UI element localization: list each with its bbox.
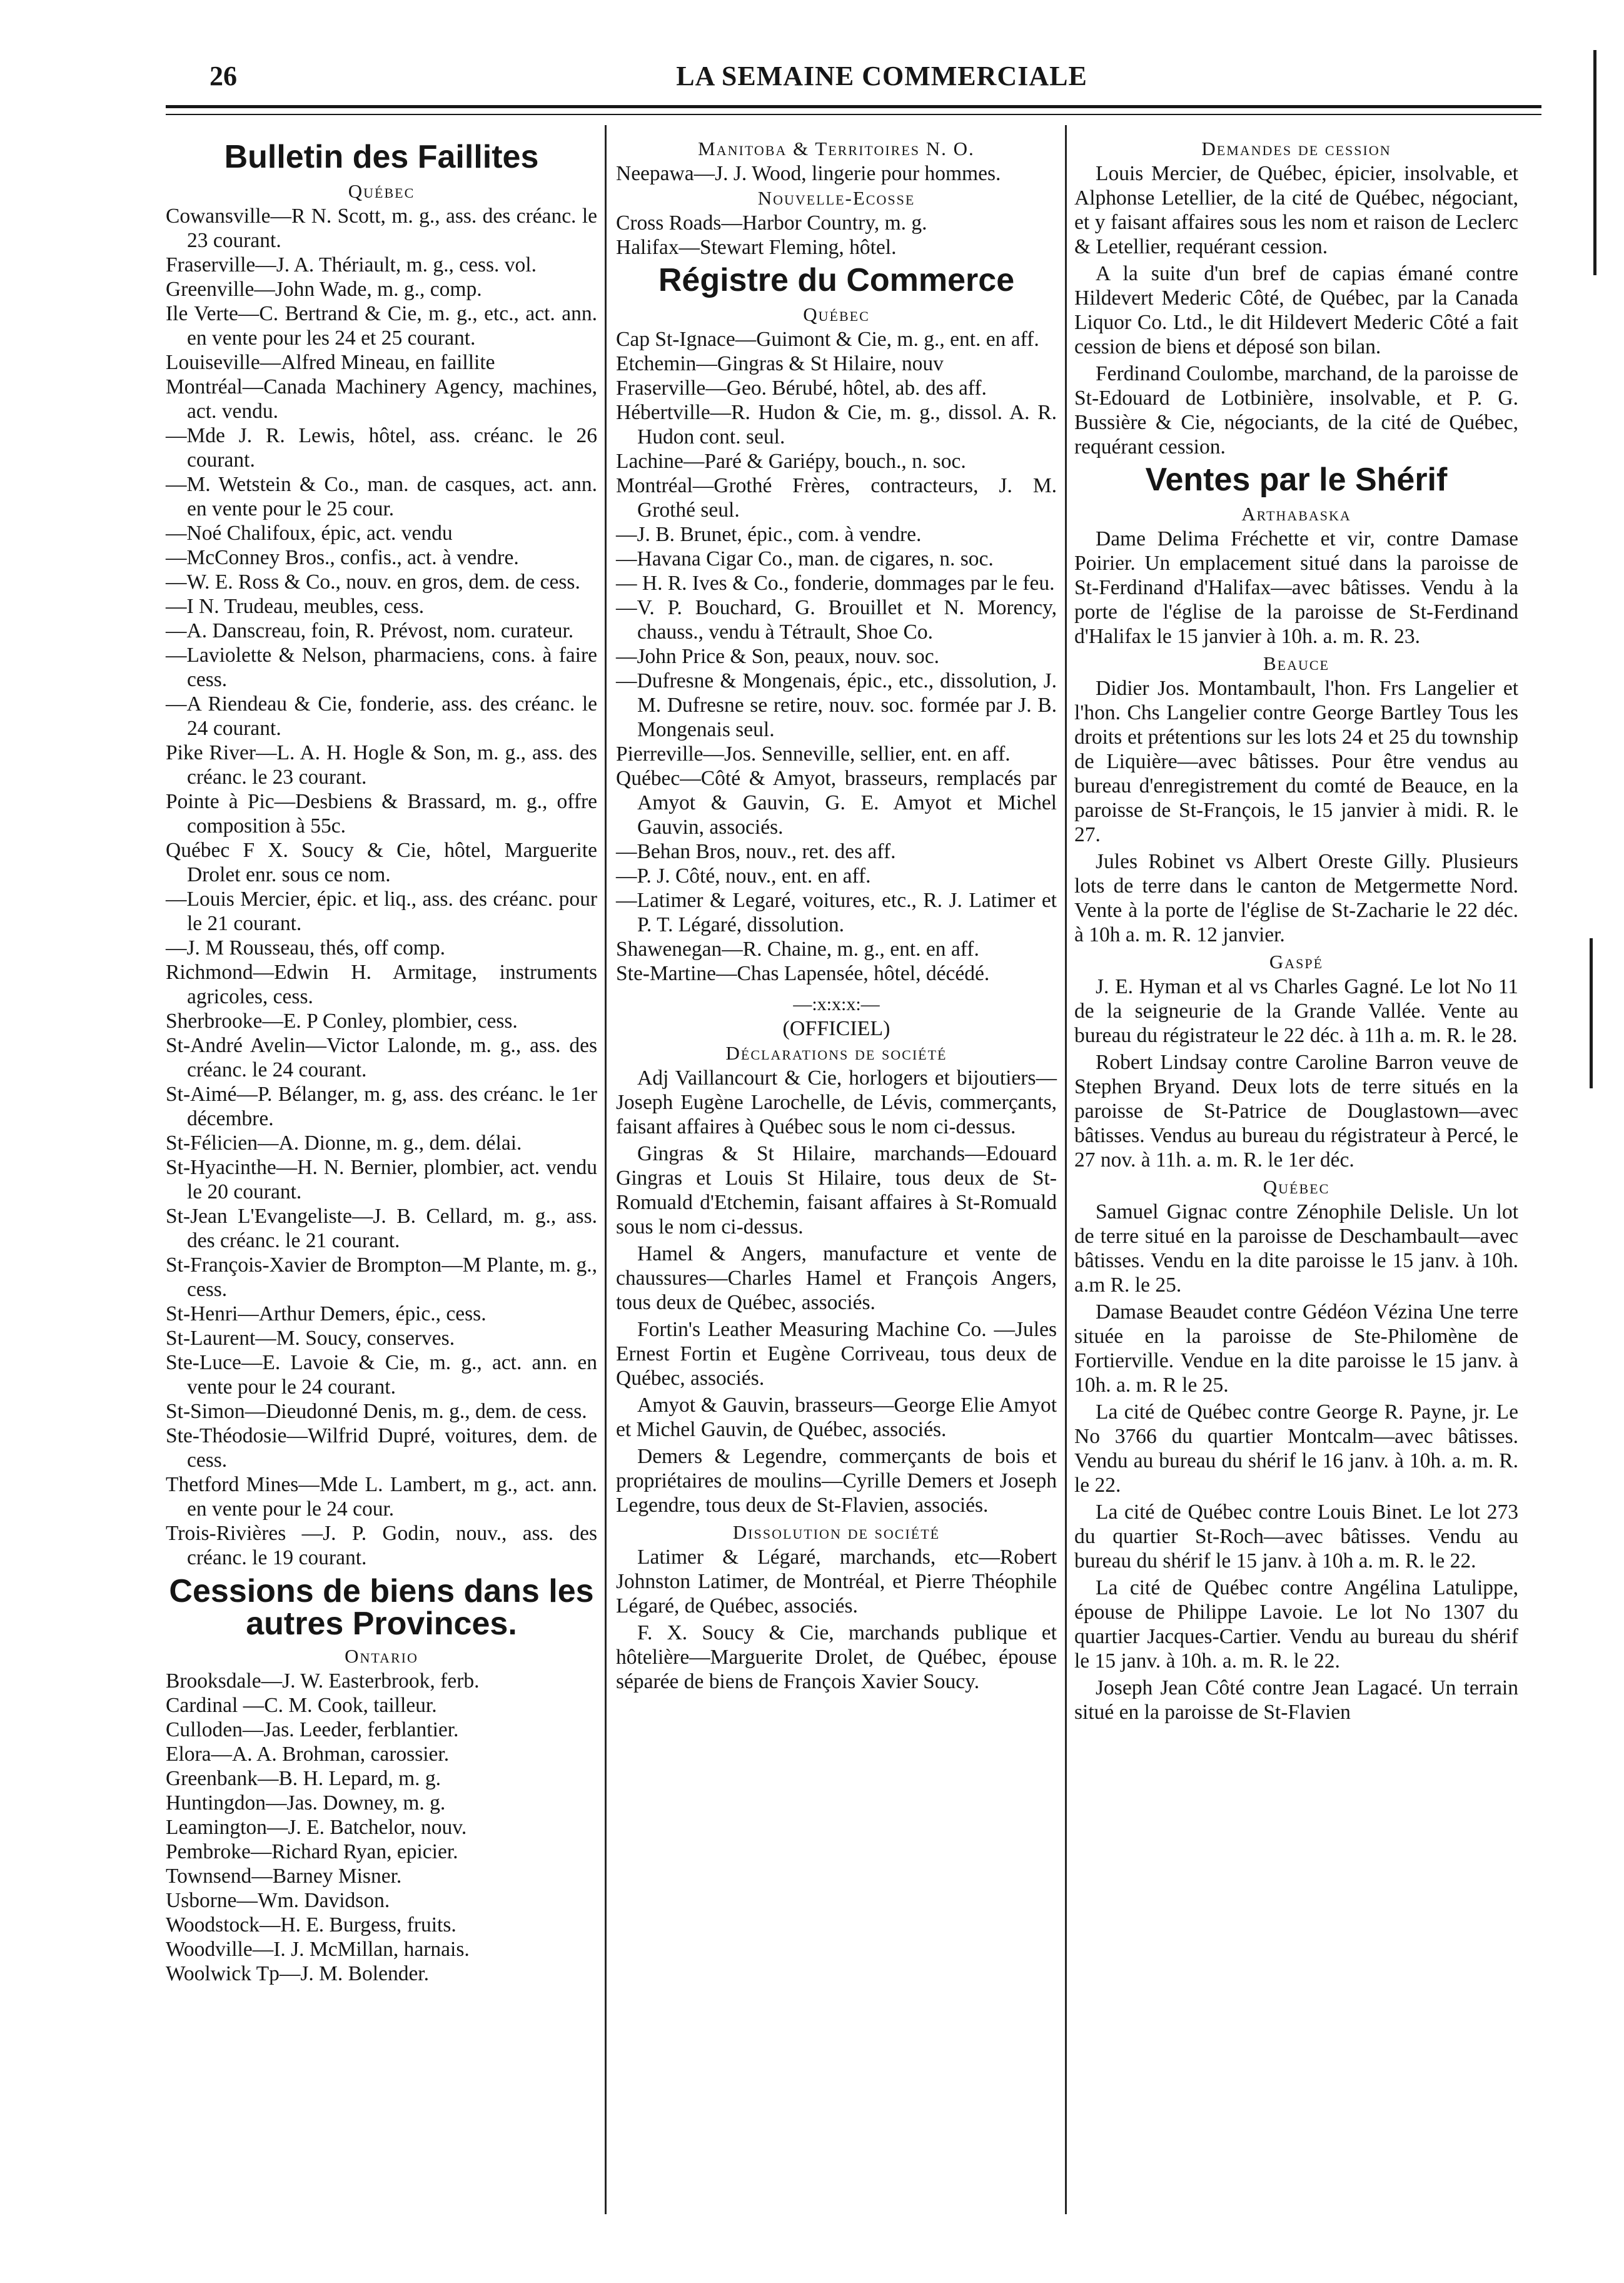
registre-entry: —P. J. Côté, nouv., ent. en aff.	[616, 864, 871, 888]
faillite-entry: —A. Danscreau, foin, R. Prévost, nom. curateur.	[166, 619, 574, 642]
registre-entry: Etchemin—Gingras & St Hilaire, nouv	[616, 352, 944, 375]
section-title: Régistre du Commerce	[658, 262, 1015, 298]
column-divider	[1065, 125, 1067, 2214]
cession-entry: Huntingdon—Jas. Downey, m. g.	[166, 1791, 446, 1815]
faillite-entry: St-Félicien—A. Dionne, m. g., dem. délai.	[166, 1131, 522, 1155]
officiel-heading: (OFFICIEL)	[782, 1017, 890, 1040]
section-title: Ventes par le Shérif	[1145, 462, 1448, 498]
vente-paragraph: Didier Jos. Montambault, l'hon. Frs Langelier et l'hon. Chs Langelier contre George Bartley Tous les droits et prétentions sur les lots 24 et 25 du township de Liquière—avec bâtisses. Pour être vendus au bureau d'enregistrement du comté de Beauce, en la paroisse de St-François, le 15 janvier à midi. R. le 27.	[1074, 677, 1518, 846]
region-heading: Nouvelle-Ecosse	[757, 187, 915, 209]
cession-entry: Pembroke—Richard Ryan, epicier.	[166, 1840, 458, 1863]
faillite-entry: —I N. Trudeau, meubles, cess.	[166, 595, 425, 618]
faillite-entry: St-Simon—Dieudonné Denis, m. g., dem. de cess.	[166, 1400, 587, 1423]
vente-paragraph: Samuel Gignac contre Zénophile Delisle. Un lot de terre situé en la paroisse de Deschambault—avec bâtisses. Vendu en la dite paroisse le 15 janv. à 10h. a.m R. le 25.	[1074, 1200, 1518, 1297]
page-edge-mark	[1593, 50, 1596, 275]
registre-entry: —Havana Cigar Co., man. de cigares, n. soc.	[616, 547, 994, 570]
dissolution-paragraph: Latimer & Légaré, marchands, etc—Robert Johnston Latimer, de Montréal, et Pierre Théophile Légaré, de Québec, associés.	[616, 1546, 1057, 1617]
faillite-entry: Greenville—John Wade, m. g., comp.	[166, 278, 482, 301]
faillite-entry: Sherbrooke—E. P Conley, plombier, cess.	[166, 1010, 518, 1033]
faillite-entry: Louiseville—Alfred Mineau, en faillite	[166, 351, 495, 374]
faillite-entry: —W. E. Ross & Co., nouv. en gros, dem. de cess.	[166, 570, 580, 594]
vente-paragraph: Joseph Jean Côté contre Jean Lagacé. Un terrain situé en la paroisse de St-Flavien	[1074, 1676, 1518, 1724]
faillite-entry: Pike River—L. A. H. Hogle & Son, m. g., ass. des créanc. le 23 courant.	[166, 741, 597, 789]
declaration-paragraph: Amyot & Gauvin, brasseurs—George Elie Amyot et Michel Gauvin, de Québec, associés.	[616, 1394, 1057, 1441]
publication-title: LA SEMAINE COMMERCIALE	[676, 61, 1087, 91]
region-heading: Beauce	[1263, 652, 1329, 674]
quebec-ventes-list	[1074, 1200, 1518, 1724]
cession-entry: Townsend—Barney Misner.	[166, 1865, 402, 1888]
demande-paragraph: A la suite d'un bref de capias émané contre Hildevert Mederic Côté, de Québec, par la Canada Liquor Co. Ltd., le dit Hildevert Mederic Côté a fait cession de biens et déposé son bilan.	[1074, 262, 1518, 358]
faillite-entry: Québec F X. Soucy & Cie, hôtel, Marguerite Drolet enr. sous ce nom.	[166, 839, 597, 886]
faillite-entry: —M. Wetstein & Co., man. de casques, act. ann. en vente pour le 25 cour.	[166, 473, 597, 520]
faillite-entry: Montréal—Canada Machinery Agency, machines, act. vendu.	[166, 375, 597, 423]
faillite-entry: Richmond—Edwin H. Armitage, instruments agricoles, cess.	[166, 961, 597, 1008]
faillite-entry: Trois-Rivières —J. P. Godin, nouv., ass. des créanc. le 19 courant.	[166, 1522, 597, 1569]
faillite-entry: St-Laurent—M. Soucy, conserves.	[166, 1327, 455, 1350]
registre-entry: Cap St-Ignace—Guimont & Cie, m. g., ent. en aff.	[616, 328, 1039, 351]
registre-entry: Fraserville—Geo. Bérubé, hôtel, ab. des aff.	[616, 377, 987, 400]
demande-paragraph: Ferdinand Coulombe, marchand, de la paroisse de St-Edouard de Lotbinière, insolvable, et P. G. Bussière & Cie, négociants, de la cité de Québec, requérant cession.	[1074, 362, 1518, 458]
region-heading: Manitoba & Territoires N. O.	[698, 138, 975, 159]
vente-paragraph: Robert Lindsay contre Caroline Barron veuve de Stephen Bryand. Deux lots de terre situés en la paroisse de St-Patrice de Douglastown—avec bâtisses. Vendus au bureau du régistrateur à Percé, le 27 nov. à 11h. a. m. R. le 1er déc.	[1074, 1051, 1518, 1172]
separator: —:x:x:x:—	[793, 994, 880, 1015]
vente-paragraph: J. E. Hyman et al vs Charles Gagné. Le lot No 11 de la seigneurie de la Grande Vallée. Vente au bureau du régistrateur le 22 déc. à 11h a. m. R. le 28.	[1074, 975, 1518, 1047]
demande-paragraph: Louis Mercier, de Québec, épicier, insolvable, et Alphonse Letellier, de la cité de Québec, négociant, et y faisant affaires sous les nom et raison de Leclerc & Letellier, requérant cession.	[1074, 162, 1518, 258]
vente-paragraph: La cité de Québec contre George R. Payne, jr. Le No 3766 du quartier Montcalm—avec bâtisses. Vendu au bureau du shérif le 16 janv. à 10h. a. m. R. le 22.	[1074, 1400, 1518, 1497]
faillites-list	[166, 204, 597, 1570]
cession-entry: Woodville—I. J. McMillan, harnais.	[166, 1938, 470, 1961]
vente-paragraph: Jules Robinet vs Albert Oreste Gilly. Plusieurs lots de terre dans le canton de Metgermette Nord. Vente à la porte de l'église de St-Zacharie le 22 déc. à 10h a. m. R. 12 janvier.	[1074, 850, 1518, 946]
registre-entry: Shawenegan—R. Chaine, m. g., ent. en aff.	[616, 938, 979, 961]
registre-list	[616, 327, 1057, 986]
cession-entry: Leamington—J. E. Batchelor, nouv.	[166, 1816, 467, 1839]
faillite-entry: —McConney Bros., confis., act. à vendre.	[166, 546, 519, 569]
registre-entry: Lachine—Paré & Gariépy, bouch., n. soc.	[616, 450, 966, 473]
column-divider	[605, 125, 607, 2214]
region-heading: Gaspé	[1269, 951, 1324, 973]
faillite-entry: Ste-Luce—E. Lavoie & Cie, m. g., act. ann. en vente pour le 24 courant.	[166, 1351, 597, 1399]
declarations-heading: Déclarations de société	[725, 1042, 947, 1064]
faillite-entry: —Laviolette & Nelson, pharmaciens, cons. à faire cess.	[166, 644, 597, 691]
section-title: Cessions de biens dans les autres Provinces.	[169, 1573, 594, 1642]
registre-entry: Hébertville—R. Hudon & Cie, m. g., dissol. A. R. Hudon cont. seul.	[616, 401, 1057, 448]
cession-entry: Usborne—Wm. Davidson.	[166, 1889, 390, 1912]
registre-entry: Pierreville—Jos. Senneville, sellier, ent. en aff.	[616, 742, 1011, 766]
faillite-entry: Ile Verte—C. Bertrand & Cie, m. g., etc., act. ann. en vente pour les 24 et 25 courant.	[166, 302, 597, 350]
registre-entry: Montréal—Grothé Frères, contracteurs, J. M. Grothé seul.	[616, 474, 1057, 522]
registre-entry: —John Price & Son, peaux, nouv. soc.	[616, 645, 940, 668]
faillite-entry: —J. M Rousseau, thés, off comp.	[166, 936, 445, 959]
registre-entry: —V. P. Bouchard, G. Brouillet et N. Morency, chauss., vendu à Tétrault, Shoe Co.	[616, 596, 1057, 644]
registre-entry: Cross Roads—Harbor Country, m. g.	[616, 211, 927, 235]
faillite-entry: —Mde J. R. Lewis, hôtel, ass. créanc. le 26 courant.	[166, 424, 597, 472]
faillite-entry: St-Henri—Arthur Demers, épic., cess.	[166, 1302, 487, 1325]
page-edge-mark	[1590, 938, 1593, 1088]
section-title: Bulletin des Faillites	[224, 139, 539, 175]
registre-entry: — H. R. Ives & Co., fonderie, dommages par le feu.	[616, 572, 1055, 595]
registre-entry: —J. B. Brunet, épic., com. à vendre.	[616, 523, 922, 546]
faillite-entry: —Louis Mercier, épic. et liq., ass. des créanc. pour le 21 courant.	[166, 888, 597, 935]
vente-paragraph: La cité de Québec contre Angélina Latulippe, épouse de Philippe Lavoie. Le lot No 1307 du quartier Jacques-Cartier. Vendu au bureau du shérif le 15 janv. à 10h. a. m. R. le 22.	[1074, 1576, 1518, 1673]
cession-entry: Elora—A. A. Brohman, carossier.	[166, 1743, 450, 1766]
cession-entry: Culloden—Jas. Leeder, ferblantier.	[166, 1718, 459, 1741]
region-heading: Québec	[803, 303, 870, 325]
faillite-entry: Ste-Théodosie—Wilfrid Dupré, voitures, dem. de cess.	[166, 1424, 597, 1472]
vente-paragraph: Dame Delima Fréchette et vir, contre Damase Poirier. Un emplacement situé dans la paroisse de St-Ferdinand d'Halifax—avec bâtisses. Vendu à la porte de l'église de la paroisse de St-Ferdinand d'Halifax le 15 janvier à 10h. a. m. R. 23.	[1074, 527, 1518, 648]
faillite-entry: —A Riendeau & Cie, fonderie, ass. des créanc. le 24 courant.	[166, 692, 597, 740]
region-heading: Ontario	[345, 1645, 418, 1667]
cession-entry: Cardinal —C. M. Cook, tailleur.	[166, 1694, 437, 1717]
nouvelle-ecosse-list	[616, 211, 1057, 260]
declaration-paragraph: Demers & Legendre, commerçants de bois et propriétaires de moulins—Cyrille Demers et Joseph Legendre, tous deux de St-Flavien, associés.	[616, 1445, 1057, 1517]
cession-entry: Greenbank—B. H. Lepard, m. g.	[166, 1767, 441, 1790]
registre-entry: Ste-Martine—Chas Lapensée, hôtel, décédé.	[616, 962, 990, 985]
region-heading: Québec	[1263, 1176, 1330, 1198]
arthabaska-list	[1074, 527, 1518, 649]
faillite-entry: St-François-Xavier de Brompton—M Plante, m. g., cess.	[166, 1253, 597, 1301]
declaration-paragraph: Gingras & St Hilaire, marchands—Edouard Gingras et Louis St Hilaire, tous deux de St-Romuald d'Etchemin, faisant affaires à St-Romuald sous le nom ci-dessus.	[616, 1142, 1057, 1238]
registre-entry: —Dufresne & Mongenais, épic., etc., dissolution, J. M. Dufresne se retire, nouv. soc. formée par J. B. Mongenais seul.	[616, 669, 1057, 741]
demandes-list	[1074, 161, 1518, 459]
page-number: 26	[209, 61, 237, 91]
faillite-entry: St-Jean L'Evangeliste—J. B. Cellard, m. g., ass. des créanc. le 21 courant.	[166, 1205, 597, 1252]
region-heading: Demandes de cession	[1201, 138, 1391, 159]
header-rule	[166, 105, 1541, 108]
manitoba-list	[616, 161, 1057, 186]
declaration-paragraph: Adj Vaillancourt & Cie, horlogers et bijoutiers—Joseph Eugène Larochelle, de Lévis, commerçants, faisant affaires à Québec sous le nom ci-dessus.	[616, 1066, 1057, 1138]
faillite-entry: Pointe à Pic—Desbiens & Brassard, m. g., offre composition à 55c.	[166, 790, 597, 838]
cession-entry: Woodstock—H. E. Burgess, fruits.	[166, 1913, 456, 1936]
declaration-paragraph: Hamel & Angers, manufacture et vente de chaussures—Charles Hamel et François Angers, tous deux de Québec, associés.	[616, 1242, 1057, 1314]
registre-entry: Neepawa—J. J. Wood, lingerie pour hommes.	[616, 162, 1001, 185]
declarations-list	[616, 1066, 1057, 1517]
registre-entry: Halifax—Stewart Fleming, hôtel.	[616, 236, 897, 259]
cessions-list	[166, 1669, 597, 1986]
header-rule-thin	[166, 114, 1541, 115]
dissolution-paragraph: F. X. Soucy & Cie, marchands publique et hôtelière—Marguerite Drolet, de Québec, épouse séparée de biens de François Xavier Soucy.	[616, 1621, 1057, 1693]
vente-paragraph: La cité de Québec contre Louis Binet. Le lot 273 du quartier St-Roch—avec bâtisses. Vendu au bureau du shérif le 15 janv. à 10h a. m. R. le 22.	[1074, 1501, 1518, 1572]
faillite-entry: St-André Avelin—Victor Lalonde, m. g., ass. des créanc. le 24 courant.	[166, 1034, 597, 1081]
faillite-entry: St-Hyacinthe—H. N. Bernier, plombier, act. vendu le 20 courant.	[166, 1156, 597, 1203]
faillite-entry: Cowansville—R N. Scott, m. g., ass. des créanc. le 23 courant.	[166, 205, 597, 252]
vente-paragraph: Damase Beaudet contre Gédéon Vézina Une terre située en la paroisse de Ste-Philomène de Fortierville. Vendue en la dite paroisse le 15 janv. à 10h. a. m. R le 25.	[1074, 1300, 1518, 1397]
registre-entry: —Behan Bros, nouv., ret. des aff.	[616, 840, 896, 863]
region-heading: Québec	[348, 180, 415, 202]
column-2	[616, 136, 1057, 1696]
registre-entry: —Latimer & Legaré, voitures, etc., R. J. Latimer et P. T. Légaré, dissolution.	[616, 889, 1057, 936]
registre-entry: Québec—Côté & Amyot, brasseurs, remplacés par Amyot & Gauvin, G. E. Amyot et Michel Gauvin, associés.	[616, 767, 1057, 839]
faillite-entry: Fraserville—J. A. Thériault, m. g., cess. vol.	[166, 253, 537, 276]
column-3	[1074, 136, 1518, 1727]
cession-entry: Brooksdale—J. W. Easterbrook, ferb.	[166, 1669, 480, 1693]
gaspe-list	[1074, 974, 1518, 1172]
cession-entry: Woolwick Tp—J. M. Bolender.	[166, 1962, 429, 1985]
dissolution-list	[616, 1545, 1057, 1694]
declaration-paragraph: Fortin's Leather Measuring Machine Co. —Jules Ernest Fortin et Eugène Corriveau, tous deux de Québec, associés.	[616, 1318, 1057, 1390]
column-1	[166, 136, 597, 1986]
beauce-list	[1074, 676, 1518, 947]
dissolution-heading: Dissolution de société	[732, 1521, 941, 1543]
region-heading: Arthabaska	[1241, 503, 1351, 525]
faillite-entry: St-Aimé—P. Bélanger, m. g, ass. des créanc. le 1er décembre.	[166, 1083, 597, 1130]
faillite-entry: —Noé Chalifoux, épic, act. vendu	[166, 522, 453, 545]
faillite-entry: Thetford Mines—Mde L. Lambert, m g., act. ann. en vente pour le 24 cour.	[166, 1473, 597, 1521]
